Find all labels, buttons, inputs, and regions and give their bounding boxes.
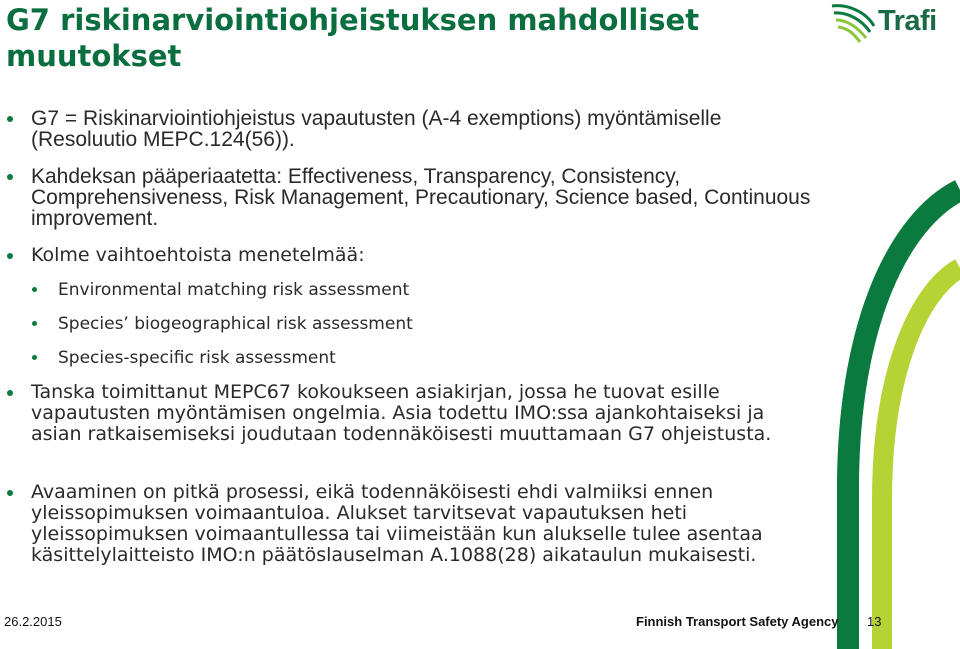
bullet-item: Kahdeksan pääperiaatetta: Effectiveness, Transparency, Consistency, Comprehensiveness, Risk Management, Precautionary, Science based, Continuous improvement. <box>31 166 831 229</box>
bullet-dot-icon <box>32 321 37 326</box>
bullet-dot-icon <box>7 253 13 259</box>
subbullet-item: Species-specific risk assessment <box>58 348 758 368</box>
bullet-dot-icon <box>32 355 37 360</box>
bullet-dot-icon <box>7 390 13 396</box>
page-number: 13 <box>867 614 882 629</box>
footer-date: 26.2.2015 <box>4 614 62 629</box>
subbullet-item: Species’ biogeographical risk assessment <box>58 314 758 334</box>
bullet-dot-icon <box>32 287 37 292</box>
bullet-item: G7 = Riskinarviointiohjeistus vapautusten (A-4 exemptions) myöntämiselle (Resoluutio MEPC.124(56)). <box>31 108 831 150</box>
bullet-item: Avaaminen on pitkä prosessi, eikä todennäköisesti ehdi valmiiksi ennen yleissopimuksen voimaantuloa. Alukset tarvitsevat vapautuksen heti yleissopimuksen voimaantullessa tai viimeistään kun alukselle tulee asentaa käsittelylaitteisto IMO:n päätöslauselman A.1088(28) aikataulun mukaisesti. <box>31 482 781 566</box>
bullet-dot-icon <box>7 174 13 180</box>
bullet-dot-icon <box>7 490 13 496</box>
subbullet-item: Environmental matching risk assessment <box>58 280 758 300</box>
logo-text: Trafi <box>878 5 937 37</box>
footer-organization: Finnish Transport Safety Agency <box>636 614 839 629</box>
bullet-item: Kolme vaihtoehtoista menetelmää: <box>31 245 831 266</box>
bullet-item: Tanska toimittanut MEPC67 kokoukseen asiakirjan, jossa he tuovat esille vapautusten myöntämisen ongelmia. Asia todettu IMO:ssa ajankohtaiseksi ja asian ratkaisemiseksi joudutaan todennäköisesti muuttamaan G7 ohjeistusta. <box>31 382 791 445</box>
slide-title: G7 riskinarviointiohjeistuksen mahdolliset muutokset <box>6 3 700 73</box>
bullet-dot-icon <box>7 116 13 122</box>
